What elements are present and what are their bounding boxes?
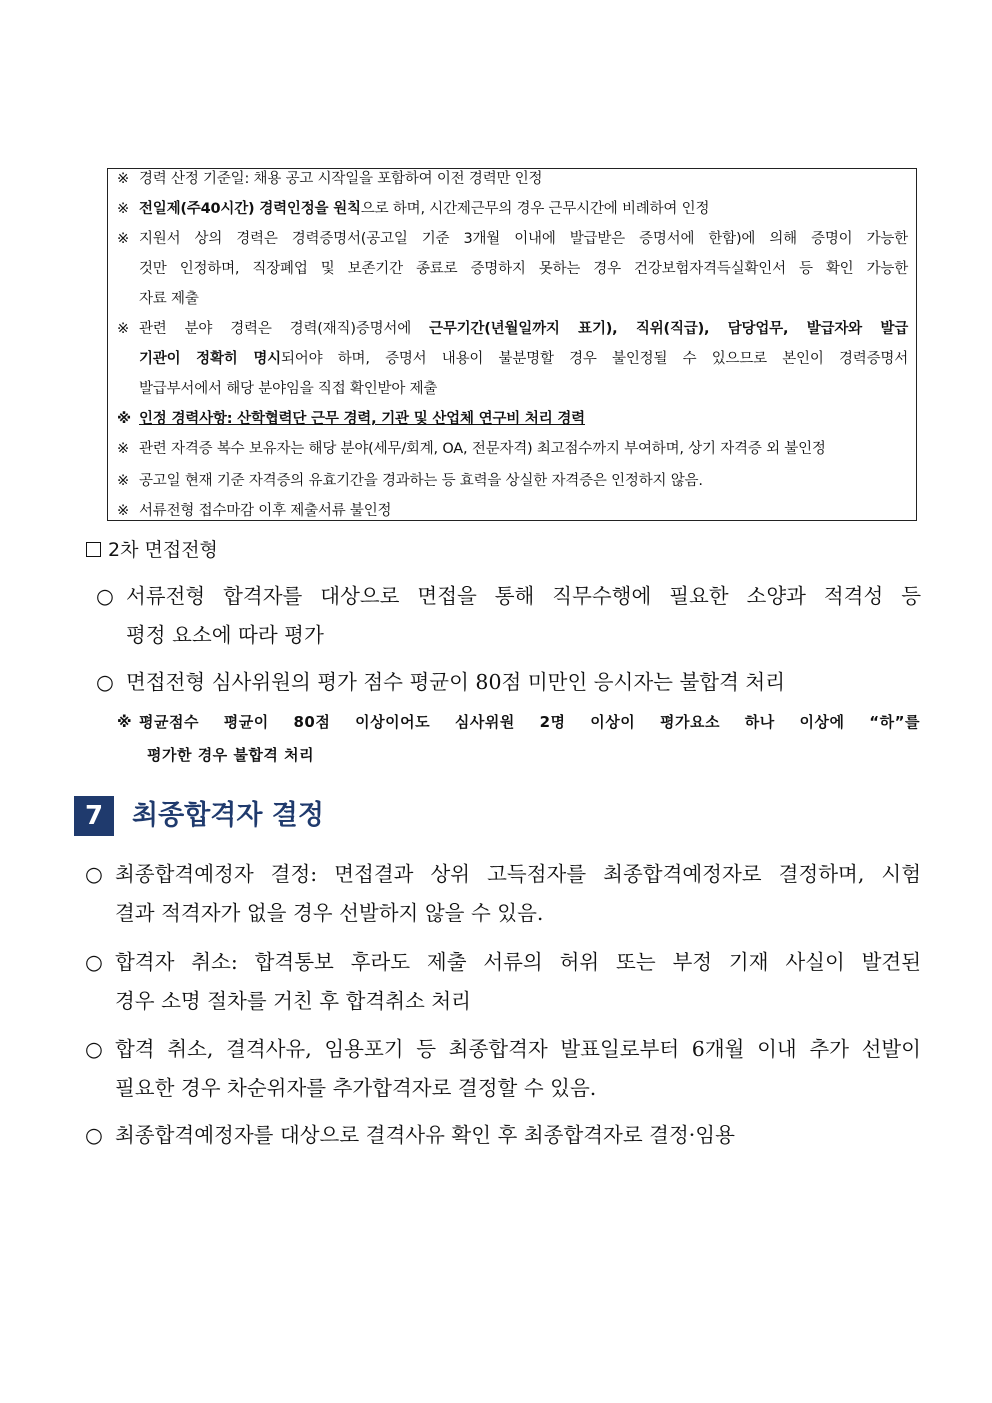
note-mark: ※: [117, 473, 129, 489]
circle-bullet-icon: ○: [85, 1037, 103, 1061]
note-career-basis-date: [117, 164, 908, 194]
interview-heading-text: 2차 면접전형: [108, 539, 218, 561]
para-text: 최종합격예정자를 대상으로 결격사유 확인 후 최종합격자로 결정·임용: [115, 1123, 735, 1147]
section-title: 최종합격자 결정: [132, 800, 324, 831]
note-license-validity: [117, 466, 908, 496]
note-fulltime-principle: [117, 194, 908, 224]
note-late-documents: [117, 496, 908, 526]
note-text: 관련 자격증 복수 보유자는 해당 분야(세무/회계, OA, 전문자격) 최고점수까지 부여하며, 상기 자격증 외 불인정: [139, 441, 826, 457]
note-text: 서류전형 접수마감 이후 제출서류 불인정: [139, 503, 392, 519]
checkbox-square-icon: [86, 542, 101, 557]
note-mark: ※: [117, 441, 129, 457]
note-text: 관련 분야 경력은 경력(재직)증명서에: [139, 321, 430, 337]
para-text: 필요한 경우 차순위자를 추가합격자로 결정할 수 있음.: [115, 1076, 597, 1100]
note-certificate-proof-cont2: [139, 284, 908, 314]
warning-mark: ※: [117, 713, 133, 731]
note-text: 것만 인정하며, 직장폐업 및 보존기간 종료로 증명하지 못하는 경우 건강보험자격득실확인서 등 확인 가능한: [139, 261, 908, 277]
note-related-career-cont2: [139, 374, 908, 404]
note-text: 되어야 하며, 증명서 내용이 불분명할 경우 불인정될 수 있으므로 본인이 경력증명서: [280, 351, 909, 367]
interview-warning: [117, 707, 920, 737]
note-mark: ※: [117, 411, 131, 427]
final-para-3: [85, 1030, 921, 1069]
interview-para-1: [96, 577, 921, 616]
circle-bullet-icon: ○: [85, 1123, 103, 1147]
interview-para-2: [96, 663, 785, 702]
note-text: 지원서 상의 경력은 경력증명서(공고일 기준 3개월 이내에 발급받은 증명서에 한함)에 의해 증명이 가능한: [139, 231, 908, 247]
final-para-3-cont: [115, 1069, 596, 1108]
note-certificate-proof-cont: [139, 254, 908, 284]
note-text: 발급부서에서 해당 분야임을 직접 확인받아 제출: [139, 381, 438, 397]
note-mark: ※: [117, 171, 129, 187]
note-multiple-licenses: [117, 434, 908, 464]
interview-para-1-cont: [126, 616, 324, 655]
section-number-badge: 7: [74, 796, 114, 836]
para-text: 결과 적격자가 없을 경우 선발하지 않을 수 있음.: [115, 901, 544, 925]
note-text: 자료 제출: [139, 291, 199, 307]
interview-heading: [86, 536, 218, 564]
note-bold-text: 근무기간(년월일까지 표기), 직위(직급), 담당업무, 발급자와 발급: [429, 321, 909, 337]
para-text: 최종합격예정자 결정: 면접결과 상위 고득점자를 최종합격예정자로 결정하며, 시험: [115, 862, 921, 886]
warning-text: 평균점수 평균이 80점 이상이어도 심사위원 2명 이상이 평가요소 하나 이상에 “하”를: [139, 713, 920, 731]
para-text: 서류전형 합격자를 대상으로 면접을 통해 직무수행에 필요한 소양과 적격성 등: [126, 584, 921, 608]
circle-bullet-icon: ○: [85, 862, 103, 886]
note-related-career-cont: [139, 344, 908, 374]
final-para-2: [85, 943, 921, 982]
note-certificate-proof: [117, 224, 908, 254]
para-text: 면접전형 심사위원의 평가 점수 평균이 80점 미만인 응시자는 불합격 처리: [126, 670, 786, 694]
interview-warning-cont: [147, 740, 314, 770]
para-text: 합격자 취소: 합격통보 후라도 제출 서류의 허위 또는 부정 기재 사실이 발견된: [115, 950, 921, 974]
circle-bullet-icon: ○: [85, 950, 103, 974]
final-para-4: [85, 1116, 735, 1155]
final-para-2-cont: [115, 982, 471, 1021]
note-mark: ※: [117, 321, 129, 337]
note-text: 인정 경력사항: 산학협력단 근무 경력, 기관 및 산업체 연구비 처리 경력: [139, 411, 585, 427]
warning-text: 평가한 경우 불합격 처리: [147, 746, 315, 764]
eligibility-notes-box: [107, 168, 917, 521]
final-para-1-cont: [115, 894, 543, 933]
note-mark: ※: [117, 201, 129, 217]
circle-bullet-icon: ○: [96, 670, 114, 694]
circle-bullet-icon: ○: [96, 584, 114, 608]
note-text: 으로 하며, 시간제근무의 경우 근무시간에 비례하여 인정: [360, 201, 710, 217]
note-text: 공고일 현재 기준 자격증의 유효기간을 경과하는 등 효력을 상실한 자격증은 인정하지 않음.: [139, 473, 703, 489]
note-text: 경력 산정 기준일: 채용 공고 시작일을 포함하여 이전 경력만 인정: [139, 171, 543, 187]
note-bold-text: 전일제(주40시간) 경력인정을 원칙: [139, 201, 361, 217]
note-mark: ※: [117, 231, 129, 247]
note-related-career: [117, 314, 908, 344]
para-text: 평정 요소에 따라 평가: [126, 623, 324, 647]
para-text: 경우 소명 절차를 거친 후 합격취소 처리: [115, 989, 471, 1013]
note-recognized-career: [117, 404, 908, 434]
para-text: 합격 취소, 결격사유, 임용포기 등 최종합격자 발표일로부터 6개월 이내 추가 선발이: [115, 1037, 921, 1061]
note-mark: ※: [117, 503, 129, 519]
final-para-1: [85, 855, 921, 894]
note-bold-text: 기관이 정확히 명시: [139, 351, 281, 367]
